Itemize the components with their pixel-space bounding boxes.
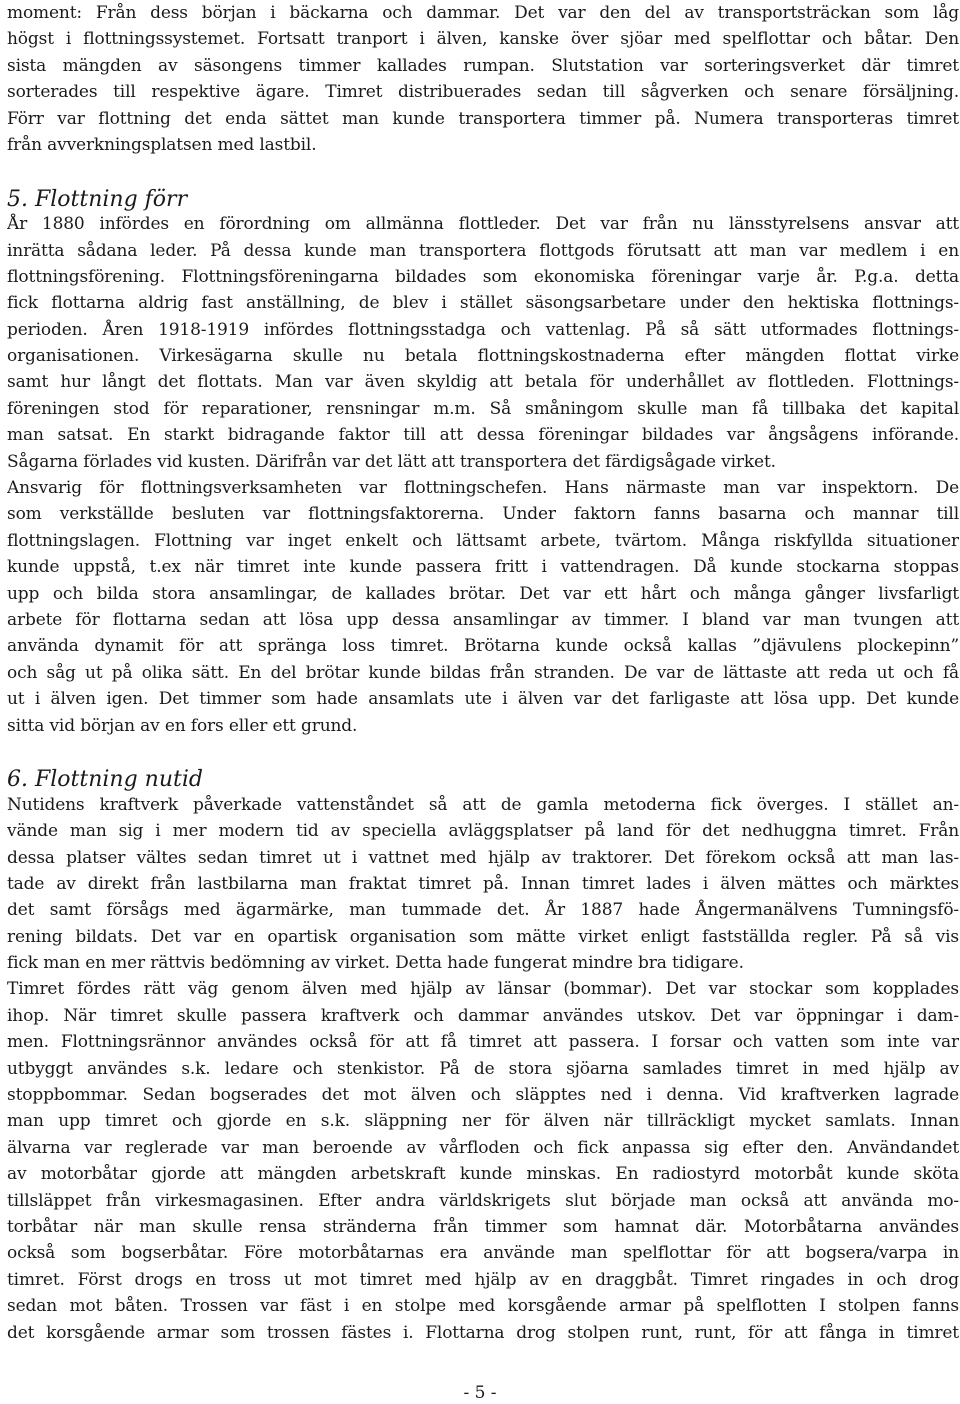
text-line: ihop. När timret skulle passera kraftverk och dammar användes utskov. Det var öppningar i dam- bbox=[7, 1005, 959, 1026]
paragraph-gap bbox=[7, 739, 959, 765]
text-line: från avverkningsplatsen med lastbil. bbox=[7, 134, 317, 155]
section-heading: 6. Flottning nutid bbox=[7, 767, 203, 793]
intro-paragraph bbox=[7, 0, 959, 158]
paragraph-gap bbox=[7, 158, 959, 184]
page-number: - 5 - bbox=[463, 1383, 497, 1403]
text-line: utbyggt användes s.k. ledare och stenkistor. På de stora sjöarna samlades timret in med hjälp av bbox=[7, 1058, 959, 1079]
text-line: tillsläppet från virkesmagasinen. Efter andra världskrigets slut började man också att använda mo- bbox=[7, 1190, 959, 1211]
text-line: fick flottarna aldrig fast anställning, de blev i stället säsongsarbetare under den hektiska flottnings- bbox=[7, 293, 959, 314]
text-line: fick man en mer rättvis bedömning av virket. Detta hade fungerat mindre bra tidigare. bbox=[7, 953, 744, 974]
text-line: men. Flottningsrännor användes också för att få timret att passera. I forsar och vatten som inte var bbox=[7, 1032, 959, 1053]
text-line: rening bildats. Det var en opartisk organisation som mätte virket enligt fastställda regler. På så vis bbox=[7, 926, 959, 947]
text-line: man upp timret och gjorde en s.k. släppning ner för älven när tillräckligt mycket samlats. Innan bbox=[7, 1111, 959, 1132]
text-line: perioden. Åren 1918-1919 infördes flottningsstadga och vattenlag. På så sätt utformades flottnings- bbox=[7, 319, 959, 340]
text-line: inrätta sådana leder. På dessa kunde man transportera flottgods förutsatt att man var medlem i en bbox=[7, 240, 959, 261]
text-line: Nutidens kraftverk påverkade vattenståndet så att de gamla metoderna fick överges. I stället an- bbox=[7, 794, 959, 815]
text-line: föreningen stod för reparationer, rensningar m.m. Så småningom skulle man få tillbaka det kapital bbox=[7, 398, 959, 419]
text-line: År 1880 infördes en förordning om allmänna flottleder. Det var från nu länsstyrelsens ansvar att bbox=[7, 214, 959, 235]
section-heading: 5. Flottning förr bbox=[7, 186, 188, 212]
text-line: arbete för flottarna sedan att lösa upp dessa ansamlingar av timmer. I bland var man tvungen att bbox=[7, 609, 959, 630]
text-line: Förr var flottning det enda sättet man kunde transportera timmer på. Numera transporteras timret bbox=[7, 108, 959, 129]
section-6 bbox=[7, 765, 959, 1346]
text-line: som verkställde besluten var flottningsfaktorerna. Under faktorn fanns basarna och mannar till bbox=[7, 504, 959, 525]
text-line: man satsat. En starkt bidragande faktor till att dessa föreningar bildades var ångsågens införande. bbox=[7, 425, 959, 446]
text-line: flottningsförening. Flottningsföreningarna bildades som ekonomiska föreningar varje år. P.g.a. detta bbox=[7, 266, 959, 287]
text-line: högst i flottningssystemet. Fortsatt tranport i älven, kanske över sjöar med spelflottar och båtar. Den bbox=[7, 29, 959, 50]
text-line: torbåtar när man skulle rensa stränderna från timmer som hamnat där. Motorbåtarna användes bbox=[7, 1216, 959, 1237]
text-line: älvarna var reglerade var man beroende av vårfloden och fick anpassa sig efter den. Användandet bbox=[7, 1137, 959, 1158]
text-line: också som bogserbåtar. Före motorbåtarnas era använde man spelflottar för att bogsera/varpa in bbox=[7, 1243, 959, 1264]
section-5 bbox=[7, 185, 959, 739]
text-line: upp och bilda stora ansamlingar, de kallades brötar. Det var ett hårt och många gånger livsfarligt bbox=[7, 583, 959, 604]
text-line: samt hur långt det flottats. Man var även skyldig att betala för underhållet av flottleden. Flottnings- bbox=[7, 372, 959, 393]
text-line: vände man sig i mer modern tid av speciella avläggsplatser på land för det nedhuggna timret. Från bbox=[7, 821, 959, 842]
text-line: dessa platser vältes sedan timret ut i vattnet med hjälp av traktorer. Det förekom också att man las- bbox=[7, 847, 959, 868]
document-page bbox=[7, 0, 959, 1346]
text-line: Timret fördes rätt väg genom älven med hjälp av länsar (bommar). Det var stockar som kopplades bbox=[7, 979, 959, 1000]
text-line: ut i älven igen. Det timmer som hade ansamlats ute i älven var det farligaste att lösa upp. Det kunde bbox=[7, 689, 959, 710]
text-line: av motorbåtar gjorde att mängden arbetskraft kunde minskas. En radiostyrd motorbåt kunde sköta bbox=[7, 1164, 959, 1185]
text-line: sista mängden av säsongens timmer kallades rumpan. Slutstation var sorteringsverket där timret bbox=[7, 55, 959, 76]
text-line: Ansvarig för flottningsverksamheten var flottningschefen. Hans närmaste man var inspektorn. De bbox=[7, 478, 959, 499]
text-line: flottningslagen. Flottning var inget enkelt och lättsamt arbete, tvärtom. Många riskfyllda situationer bbox=[7, 530, 959, 551]
text-line: moment: Från dess början i bäckarna och dammar. Det var den del av transportsträckan som låg bbox=[7, 3, 959, 23]
text-line: det korsgående armar som trossen fästes i. Flottarna drog stolpen runt, runt, för att fånga in timret bbox=[7, 1322, 959, 1343]
text-line: sorterades till respektive ägare. Timret distribuerades sedan till sågverken och senare försäljning. bbox=[7, 82, 959, 103]
text-line: använda dynamit för att spränga loss timret. Brötarna kunde också kallas ”djävulens plockepinn” bbox=[7, 636, 959, 657]
text-line: det samt försågs med ägarmärke, man tummade det. År 1887 hade Ångermanälvens Tumningsfö- bbox=[7, 900, 959, 921]
text-line: kunde uppstå, t.ex när timret inte kunde passera fritt i vattendragen. Då kunde stockarna stoppas bbox=[7, 557, 959, 578]
text-line: Sågarna förlades vid kusten. Därifrån var det lätt att transportera det färdigsågade virket. bbox=[7, 451, 776, 472]
text-line: timret. Först drogs en tross ut mot timret med hjälp av en draggbåt. Timret ringades in och drog bbox=[7, 1269, 959, 1290]
text-line: och såg ut på olika sätt. En del brötar kunde bildas från stranden. De var de lättaste att reda ut och få bbox=[7, 662, 959, 683]
text-line: sedan mot båten. Trossen var fäst i en stolpe med korsgående armar på spelflotten I stolpen fanns bbox=[7, 1296, 959, 1317]
text-line: sitta vid början av en fors eller ett grund. bbox=[7, 715, 358, 736]
text-line: tade av direkt från lastbilarna man fraktat timret på. Innan timret lades i älven mättes och märktes bbox=[7, 873, 959, 894]
text-line: organisationen. Virkesägarna skulle nu betala flottningskostnaderna efter mängden flottat virke bbox=[7, 346, 959, 367]
text-line: stoppbommar. Sedan bogserades det mot älven och släpptes ned i denna. Vid kraftverken lagrade bbox=[7, 1085, 959, 1106]
